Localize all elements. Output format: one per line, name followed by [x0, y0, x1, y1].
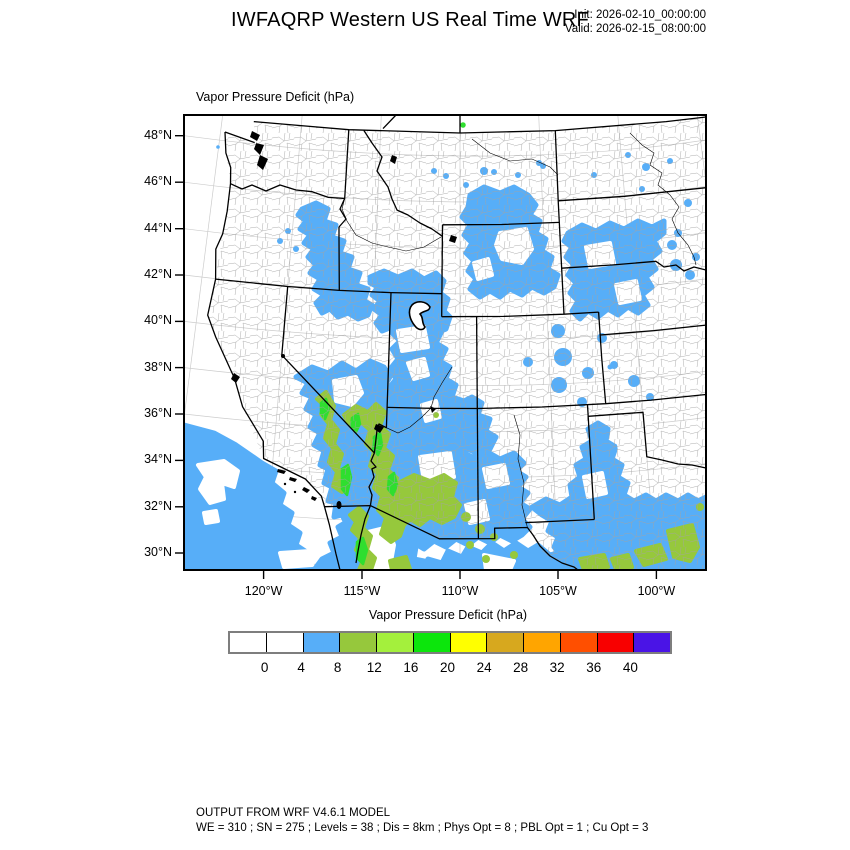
- lat-tick-label: 34°N: [144, 452, 172, 467]
- colorbar-cell: [486, 633, 523, 652]
- colorbar-cell: [450, 633, 487, 652]
- colorbar-tick-label: 28: [513, 660, 529, 675]
- valid-timestamp: Valid: 2026-02-15_08:00:00: [564, 23, 706, 35]
- colorbar-tick-label: 0: [260, 660, 269, 675]
- colorbar-cell: [523, 633, 560, 652]
- colorbar-tick-label: 24: [476, 660, 492, 675]
- colorbar: [228, 631, 672, 654]
- lon-tick-label: 100°W: [637, 584, 676, 598]
- lon-tick-label: 105°W: [539, 584, 577, 598]
- run-info: [565, 8, 706, 36]
- lon-tick-label: 115°W: [343, 584, 381, 598]
- colorbar-cell: [303, 633, 340, 652]
- colorbar-tick-label: 8: [333, 660, 342, 675]
- colorbar-cell: [339, 633, 376, 652]
- colorbar-tick-label: 12: [366, 660, 382, 675]
- footer-model-line: OUTPUT FROM WRF V4.6.1 MODEL: [196, 807, 391, 819]
- lat-tick-label: 32°N: [144, 498, 172, 513]
- lon-tick-label: 110°W: [441, 584, 479, 598]
- colorbar-cell: [376, 633, 413, 652]
- colorbar-tick-label: 4: [297, 660, 305, 675]
- colorbar-cell: [560, 633, 597, 652]
- footer: [196, 806, 648, 835]
- init-timestamp: Init: 2026-02-10_00:00:00: [574, 9, 706, 21]
- field-label: Vapor Pressure Deficit (hPa): [196, 90, 355, 104]
- colorbar-cell: [413, 633, 450, 652]
- map-plot: [172, 103, 718, 585]
- footer-config-line: WE = 310 ; SN = 275 ; Levels = 38 ; Dis = 8km ; Phys Opt = 8 ; PBL Opt = 1 ; Cu Opt = 3: [196, 821, 649, 834]
- colorbar-tick-label: 32: [549, 660, 565, 675]
- lat-tick-label: 38°N: [144, 359, 172, 374]
- colorbar-tick-label: 20: [439, 660, 456, 675]
- page-title: IWFAQRP Western US Real Time WRF: [231, 9, 589, 31]
- colorbar-tick-label: 36: [586, 660, 602, 675]
- colorbar-title: Vapor Pressure Deficit (hPa): [368, 608, 528, 622]
- lat-tick-label: 42°N: [144, 267, 172, 281]
- lat-tick-label: 36°N: [144, 406, 172, 420]
- lat-tick-label: 44°N: [144, 220, 172, 235]
- lat-tick-label: 46°N: [144, 174, 172, 189]
- colorbar-tick-label: 16: [403, 660, 419, 675]
- colorbar-cell: [230, 633, 266, 652]
- colorbar-cell: [633, 633, 670, 652]
- colorbar-cell: [597, 633, 634, 652]
- lat-tick-label: 30°N: [144, 545, 172, 559]
- colorbar-tick-label: 40: [622, 660, 638, 675]
- lat-tick-label: 48°N: [144, 127, 172, 142]
- colorbar-cell: [266, 633, 303, 652]
- lat-tick-label: 40°N: [144, 313, 172, 328]
- lon-tick-label: 120°W: [244, 584, 283, 598]
